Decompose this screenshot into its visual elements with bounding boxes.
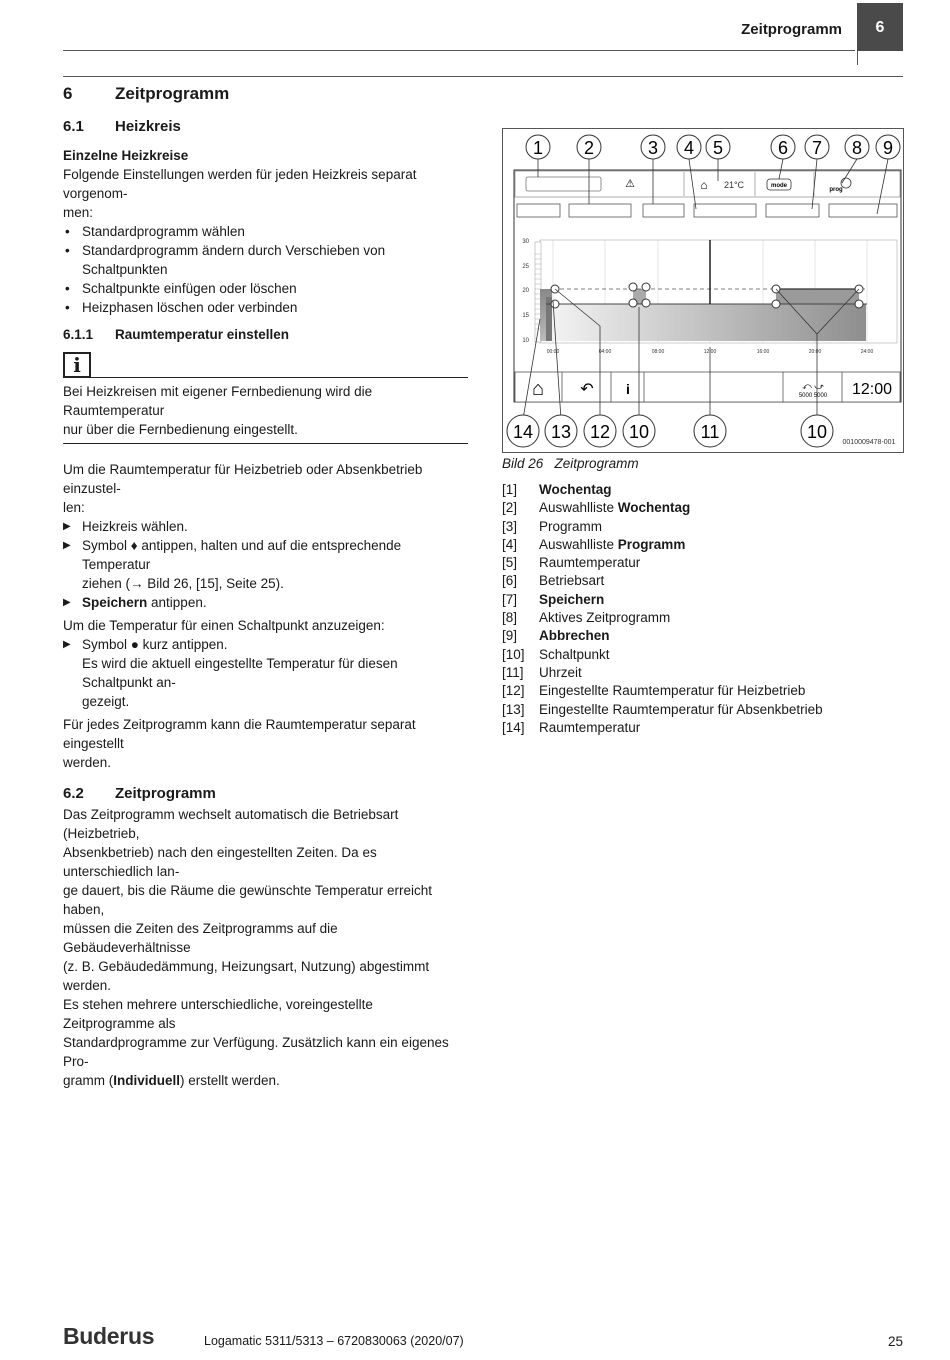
- page-number: 25: [887, 1334, 903, 1349]
- legend-text: Auswahlliste: [539, 536, 618, 552]
- svg-text:9: 9: [882, 138, 894, 158]
- svg-text:04:00: 04:00: [598, 349, 612, 355]
- header-rule: [63, 50, 855, 51]
- legend-text: [9]: [502, 628, 518, 644]
- s62-line: Standardprogramme zur Verfügung. Zusätzlich kann ein eigenes Pro-: [63, 1035, 449, 1069]
- legend-text: Wochentag: [617, 500, 691, 516]
- legend-item: [502, 608, 823, 626]
- subsection-heading-6-1: 6.1 Heizkreis: [63, 118, 181, 135]
- figure-drawing: [503, 129, 905, 454]
- svg-text:13: 13: [550, 422, 572, 442]
- mode-label: mode: [770, 183, 788, 189]
- legend-text: Auswahlliste: [539, 500, 618, 516]
- counter-value: 5000 5000: [798, 393, 828, 399]
- subsection-heading-6-2: 6.2 Zeitprogramm: [63, 785, 216, 802]
- s62-line: Absenkbetrieb) nach den eingestellten Zeiten. Da es unterschiedlich lan-: [63, 845, 377, 879]
- legend-item: [502, 590, 823, 608]
- legend-text: Speichern: [539, 591, 605, 607]
- legend-text: [5]: [502, 555, 518, 571]
- proc2-steps: [63, 635, 468, 711]
- svg-text:1: 1: [532, 138, 544, 158]
- step-item: ▶ Speichern antippen.: [63, 593, 468, 612]
- svg-text:16:00: 16:00: [756, 349, 770, 355]
- svg-text:6: 6: [777, 138, 789, 158]
- legend-text: [14]: [502, 719, 525, 735]
- svg-text:8: 8: [851, 138, 863, 158]
- top-callouts: [526, 135, 900, 159]
- warning-icon: ⚠: [625, 178, 635, 190]
- wochentag-list: [569, 204, 631, 217]
- legend-text: [7]: [502, 591, 518, 607]
- proc1-steps: [63, 517, 468, 612]
- legend-text: Aktives Zeitprogramm: [539, 610, 671, 626]
- absenk-band: [546, 304, 866, 341]
- legend-text: [1]: [502, 482, 518, 497]
- legend-text: Programm: [617, 536, 686, 552]
- legend-text: [3]: [502, 518, 518, 534]
- svg-text:10: 10: [522, 338, 529, 344]
- svg-text:20:00: 20:00: [808, 349, 822, 355]
- figure-caption: Bild 26 Zeitprogramm: [502, 456, 639, 471]
- running-header-title: Zeitprogramm: [741, 21, 842, 38]
- info-icon: i: [63, 352, 91, 378]
- svg-text:4: 4: [683, 138, 695, 158]
- svg-text:11: 11: [700, 422, 720, 442]
- programm-field: [643, 204, 684, 217]
- legend-item: [502, 718, 823, 736]
- status-temperature: 21°C: [723, 180, 745, 190]
- list-item: • Heizphasen löschen oder verbinden: [63, 298, 468, 317]
- bottom-callouts: [507, 415, 833, 447]
- legend-text: Raumtemperatur: [539, 555, 641, 571]
- svg-text:10: 10: [628, 422, 650, 442]
- svg-text:2: 2: [583, 138, 595, 158]
- figure-legend: [502, 480, 823, 736]
- legend-text: Eingestellte Raumtemperatur für Heizbetrieb: [539, 683, 806, 699]
- legend-text: [2]: [502, 500, 518, 516]
- svg-text:7: 7: [811, 138, 823, 158]
- heiz-phase: [776, 289, 859, 304]
- home-icon: ⌂: [531, 378, 545, 400]
- counter-arrows-icon: ⤺ ⤻: [802, 381, 824, 391]
- abbrechen-field: [829, 204, 897, 217]
- svg-text:15: 15: [522, 313, 529, 319]
- legend-text: [4]: [502, 536, 518, 552]
- svg-text:12: 12: [589, 422, 611, 442]
- wochentag-field: [517, 204, 560, 217]
- legend-item: [502, 681, 823, 699]
- legend-item: [502, 663, 823, 681]
- legend-text: [12]: [502, 683, 525, 699]
- svg-text:08:00: 08:00: [651, 349, 665, 355]
- svg-text:10: 10: [806, 422, 828, 442]
- step-item: ▶ Heizkreis wählen.: [63, 517, 468, 536]
- list-item: • Schaltpunkte einfügen oder löschen: [63, 279, 468, 298]
- info-note: [63, 352, 468, 444]
- clock-icon: [841, 178, 851, 188]
- legend-item: [502, 645, 823, 663]
- brand-logo: Buderus: [63, 1323, 155, 1349]
- svg-text:3: 3: [647, 138, 659, 158]
- step-item: ▶ Symbol ♦ antippen, halten und auf die entsprechende Temperatur ziehen (→ Bild 26, [15], Seite 25).: [63, 536, 468, 593]
- subsection-heading-6-1-1: 6.1.1 Raumtemperatur einstellen: [63, 327, 290, 342]
- header-rule-2: [63, 76, 903, 77]
- svg-text:30: 30: [522, 239, 529, 245]
- einzelne-heading: Einzelne Heizkreise: [63, 148, 189, 163]
- legend-text: Schaltpunkt: [539, 646, 610, 662]
- legend-text: Betriebsart: [539, 573, 605, 589]
- legend-text: [11]: [502, 664, 524, 680]
- einzelne-intro-1: Folgende Einstellungen werden für jeden Heizkreis separat vorgenom-: [63, 167, 417, 201]
- house-thermo-icon: ⌂: [700, 178, 708, 192]
- proc2-intro: Um die Temperatur für einen Schaltpunkt anzuzeigen:: [63, 618, 385, 633]
- s62-line: müssen die Zeiten des Zeitprogramms auf die Gebäudeverhältnisse: [63, 921, 338, 955]
- legend-text: [13]: [502, 701, 525, 717]
- prog-label: prog: [829, 187, 843, 193]
- info-text-1: Bei Heizkreisen mit eigener Fernbedienung wird die Raumtemperatur: [63, 384, 373, 418]
- proc1-intro-1: Um die Raumtemperatur für Heizbetrieb oder Absenkbetrieb einzustel-: [63, 462, 423, 496]
- svg-text:25: 25: [522, 264, 529, 270]
- s62-line-last: gramm (Individuell) erstellt werden.: [63, 1073, 280, 1088]
- legend-text: Raumtemperatur: [539, 719, 641, 735]
- clock-time: 12:00: [851, 381, 893, 398]
- einzelne-intro-2: men:: [63, 205, 94, 220]
- step-item: ▶ Symbol ● kurz antippen. Es wird die aktuell eingestellte Temperatur für diesen Schaltpunkt an- gezeigt.: [63, 635, 468, 711]
- proc2-outro-2: werden.: [63, 755, 112, 770]
- figure-zeitprogramm: [502, 128, 904, 453]
- legend-text: [10]: [502, 646, 525, 662]
- back-icon: ↶: [580, 381, 594, 398]
- legend-item: [502, 626, 823, 644]
- s62-line: Es stehen mehrere unterschiedliche, voreingestellte Zeitprogramme als: [63, 997, 373, 1031]
- speichern-field: [766, 204, 819, 217]
- legend-item: [502, 571, 823, 589]
- legend-text: Uhrzeit: [539, 664, 582, 680]
- legend-item: [502, 553, 823, 571]
- programm-list: [694, 204, 756, 217]
- list-item: • Standardprogramm wählen: [63, 222, 468, 241]
- legend-text: Wochentag: [539, 482, 612, 497]
- legend-item: [502, 498, 823, 516]
- svg-text:14: 14: [512, 422, 534, 442]
- legend-text: [8]: [502, 610, 518, 626]
- s62-line: (z. B. Gebäudedämmung, Heizungsart, Nutzung) abgestimmt werden.: [63, 959, 430, 993]
- figure-code: 0010009478-001: [842, 439, 896, 446]
- text-column: [63, 84, 468, 1090]
- svg-text:00:00: 00:00: [546, 349, 560, 355]
- svg-text:12:00: 12:00: [703, 349, 717, 355]
- legend-item: [502, 700, 823, 718]
- legend-text: Abbrechen: [539, 628, 610, 644]
- legend-text: Programm: [539, 518, 603, 534]
- legend-text: Eingestellte Raumtemperatur für Absenkbetrieb: [539, 701, 823, 717]
- svg-text:24:00: 24:00: [860, 349, 874, 355]
- legend-item: [502, 480, 823, 498]
- section-heading: 6 Zeitprogramm: [63, 84, 230, 103]
- header-tick: [857, 51, 858, 65]
- s62-line: ge dauert, bis die Räume die gewünschte Temperatur erreicht haben,: [63, 883, 432, 917]
- info-text-2: nur über die Fernbedienung eingestellt.: [63, 422, 298, 437]
- legend-text: [6]: [502, 573, 518, 589]
- svg-text:20: 20: [522, 288, 529, 294]
- svg-text:5: 5: [712, 138, 724, 158]
- legend-item: [502, 517, 823, 535]
- list-item: • Standardprogramm ändern durch Verschieben von Schaltpunkten: [63, 241, 468, 279]
- proc1-intro-2: len:: [63, 500, 85, 515]
- legend-item: [502, 535, 823, 553]
- settings-list: [63, 222, 468, 317]
- footer-document: Logamatic 5311/5313 – 6720830063 (2020/07): [204, 1334, 464, 1348]
- proc2-outro-1: Für jedes Zeitprogramm kann die Raumtemperatur separat eingestellt: [63, 717, 416, 751]
- status-field: [526, 177, 601, 191]
- chapter-tab: 6: [857, 3, 903, 51]
- info-list-icon: i: [626, 381, 630, 397]
- s62-line: Das Zeitprogramm wechselt automatisch die Betriebsart (Heizbetrieb,: [63, 807, 399, 841]
